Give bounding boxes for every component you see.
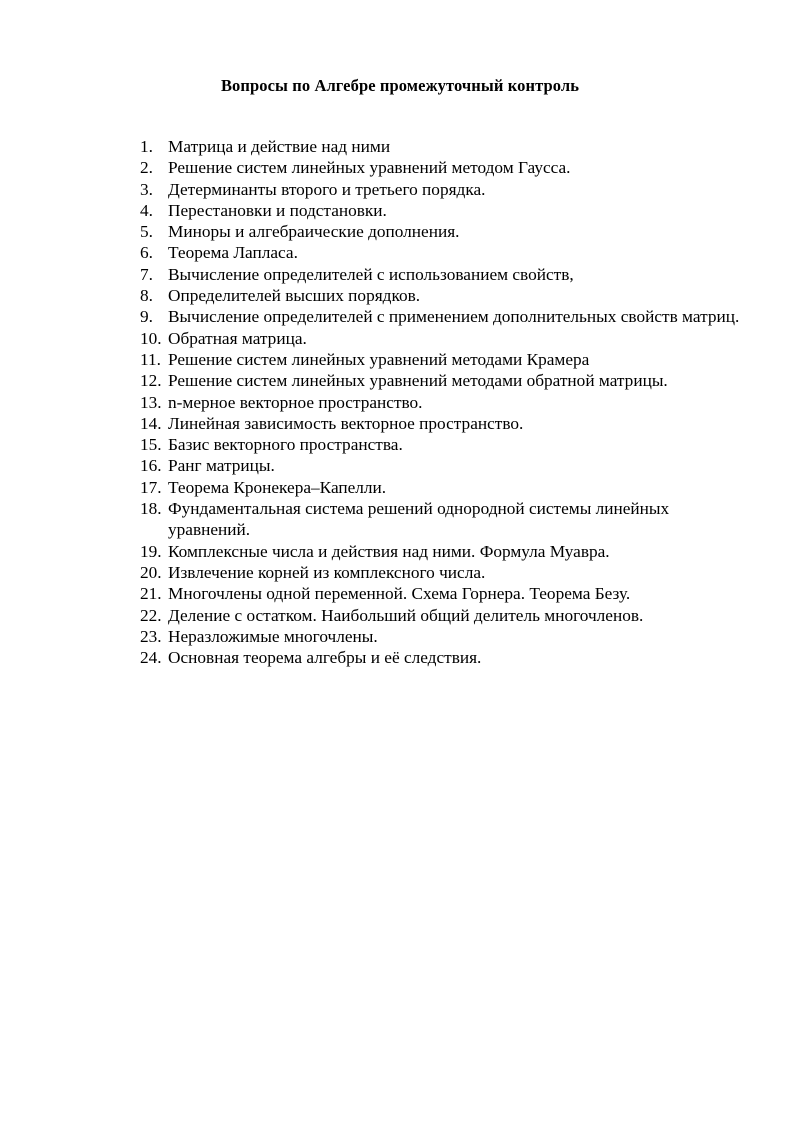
list-item [140,264,740,285]
list-item-number: 22. [140,605,162,625]
list-item-text: Вычисление определителей с применением дополнительных свойств матриц. [168,307,740,327]
list-item [140,221,740,242]
list-item-number: 17. [140,477,162,497]
list-item-text: Решение систем линейных уравнений методом Гаусса. [168,158,571,178]
list-item [140,242,740,263]
list-item-text: Теорема Кронекера–Капелли. [168,477,387,497]
list-item-text: Фундаментальная система решений однородной системы линейных уравнений. [168,499,670,540]
list-item-text: Решение систем линейных уравнений методами Крамера [168,349,590,369]
list-item [140,392,740,413]
list-item-text: n-мерное векторное пространство. [168,392,423,412]
list-item-number: 6. [140,243,153,263]
list-item [140,583,740,604]
list-item-number: 13. [140,392,162,412]
list-item [140,157,740,178]
list-item-text: Матрица и действие над ними [168,137,391,156]
list-item-number: 20. [140,562,162,582]
list-item [140,413,740,434]
list-item-number: 8. [140,286,153,306]
list-item-number: 24. [140,648,162,668]
list-item [140,136,740,157]
list-item-number: 21. [140,584,162,604]
list-item-number: 5. [140,222,153,242]
list-item-text: Миноры и алгебраические дополнения. [168,222,460,242]
list-item-number: 12. [140,371,162,391]
list-item [140,349,740,370]
list-item [140,200,740,221]
list-item-number: 10. [140,328,162,348]
list-item [140,647,740,668]
list-item-text: Детерминанты второго и третьего порядка. [168,179,486,199]
list-item-number: 19. [140,541,162,561]
list-item-number: 2. [140,158,153,178]
list-item-text: Комплексные числа и действия над ними. Формула Муавра. [168,541,610,561]
list-item [140,370,740,391]
question-list [140,136,740,668]
list-item-number: 9. [140,307,153,327]
list-item [140,455,740,476]
list-item-text: Перестановки и подстановки. [168,200,387,220]
list-item-text: Ранг матрицы. [168,456,275,476]
list-item [140,498,740,541]
list-item [140,285,740,306]
list-item [140,562,740,583]
list-item-text: Линейная зависимость векторное пространство. [168,413,524,433]
list-item-text: Теорема Лапласа. [168,243,298,263]
list-item-number: 4. [140,200,153,220]
list-item-text: Многочлены одной переменной. Схема Горнера. Теорема Безу. [168,584,631,604]
list-item-number: 14. [140,413,162,433]
page-title: Вопросы по Алгебре промежуточный контроль [220,76,580,95]
list-item-number: 1. [140,137,153,156]
list-item [140,306,740,327]
list-item-text: Базис векторного пространства. [168,435,403,455]
list-item [140,541,740,562]
list-item-text: Вычисление определителей с использованием свойств, [168,264,574,284]
list-item-number: 16. [140,456,162,476]
list-item [140,477,740,498]
list-item-number: 3. [140,179,153,199]
list-item [140,434,740,455]
list-item-text: Деление с остатком. Наибольший общий делитель многочленов. [168,605,644,625]
list-item-number: 15. [140,435,162,455]
list-item-text: Решение систем линейных уравнений методами обратной матрицы. [168,371,668,391]
list-item-number: 18. [140,499,162,519]
list-item-number: 7. [140,264,153,284]
list-item-number: 11. [140,349,161,369]
list-item-text: Обратная матрица. [168,328,307,348]
list-item-text: Основная теорема алгебры и её следствия. [168,648,482,668]
list-item-number: 23. [140,626,162,646]
list-item-text: Неразложимые многочлены. [168,626,378,646]
list-item [140,626,740,647]
list-item-text: Определителей высших порядков. [168,286,421,306]
list-item [140,328,740,349]
list-item [140,605,740,626]
list-item-text: Извлечение корней из комплексного числа. [168,562,486,582]
list-item [140,179,740,200]
